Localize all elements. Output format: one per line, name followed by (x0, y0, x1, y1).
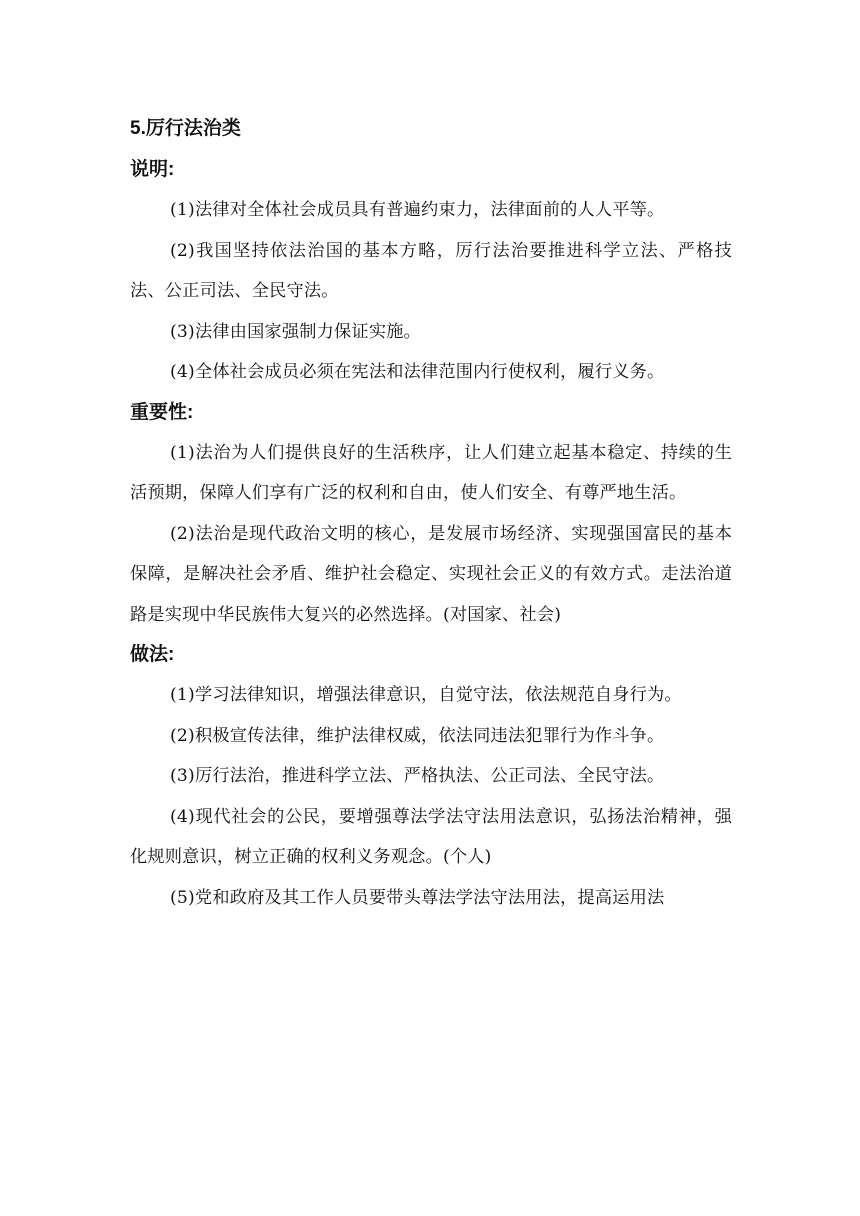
paragraph: (2)积极宣传法律，维护法律权威，依法同违法犯罪行为作斗争。 (170, 725, 665, 746)
paragraph: (3)厉行法治，推进科学立法、严格执法、公正司法、全民守法。 (170, 766, 665, 786)
document-page (130, 108, 732, 918)
paragraph: (2)法治是现代政治文明的核心，是发展市场经济、实现强国富民的基本保障，是解决社会矛盾、维护社会稳定、实现社会正义的有效方式。走法治道路是实现中华民族伟大复兴的必然选择。(对国家、社会) (130, 523, 732, 625)
section-heading: 说明: (130, 159, 175, 180)
paragraph: (1)法治为人们提供良好的生活秩序，让人们建立起基本稳定、持续的生活预期，保障人们享有广泛的权利和自由，使人们安全、有尊严地生活。 (130, 442, 732, 503)
section-heading: 做法: (130, 644, 175, 665)
document-title: 5.厉行法治类 (130, 118, 241, 139)
paragraph: (5)党和政府及其工作人员要带头尊法学法守法用法，提高运用法 (170, 887, 665, 908)
paragraph: (4)现代社会的公民，要增强尊法学法守法用法意识，弘扬法治精神，强化规则意识，树立正确的权利义务观念。(个人) (130, 806, 732, 867)
paragraph: (1)学习法律知识，增强法律意识，自觉守法，依法规范自身行为。 (170, 685, 682, 705)
paragraph: (3)法律由国家强制力保证实施。 (170, 321, 421, 342)
paragraph: (2)我国坚持依法治国的基本方略，厉行法治要推进科学立法、严格技法、公正司法、全民守法。 (130, 240, 732, 301)
paragraph: (1)法律对全体社会成员具有普遍约束力，法律面前的人人平等。 (170, 200, 665, 220)
section-heading: 重要性: (130, 401, 194, 423)
section-explanation (130, 150, 732, 393)
section-importance (130, 393, 732, 636)
section-practice (130, 635, 732, 918)
paragraph: (4)全体社会成员必须在宪法和法律范围内行使权利，履行义务。 (170, 362, 665, 382)
